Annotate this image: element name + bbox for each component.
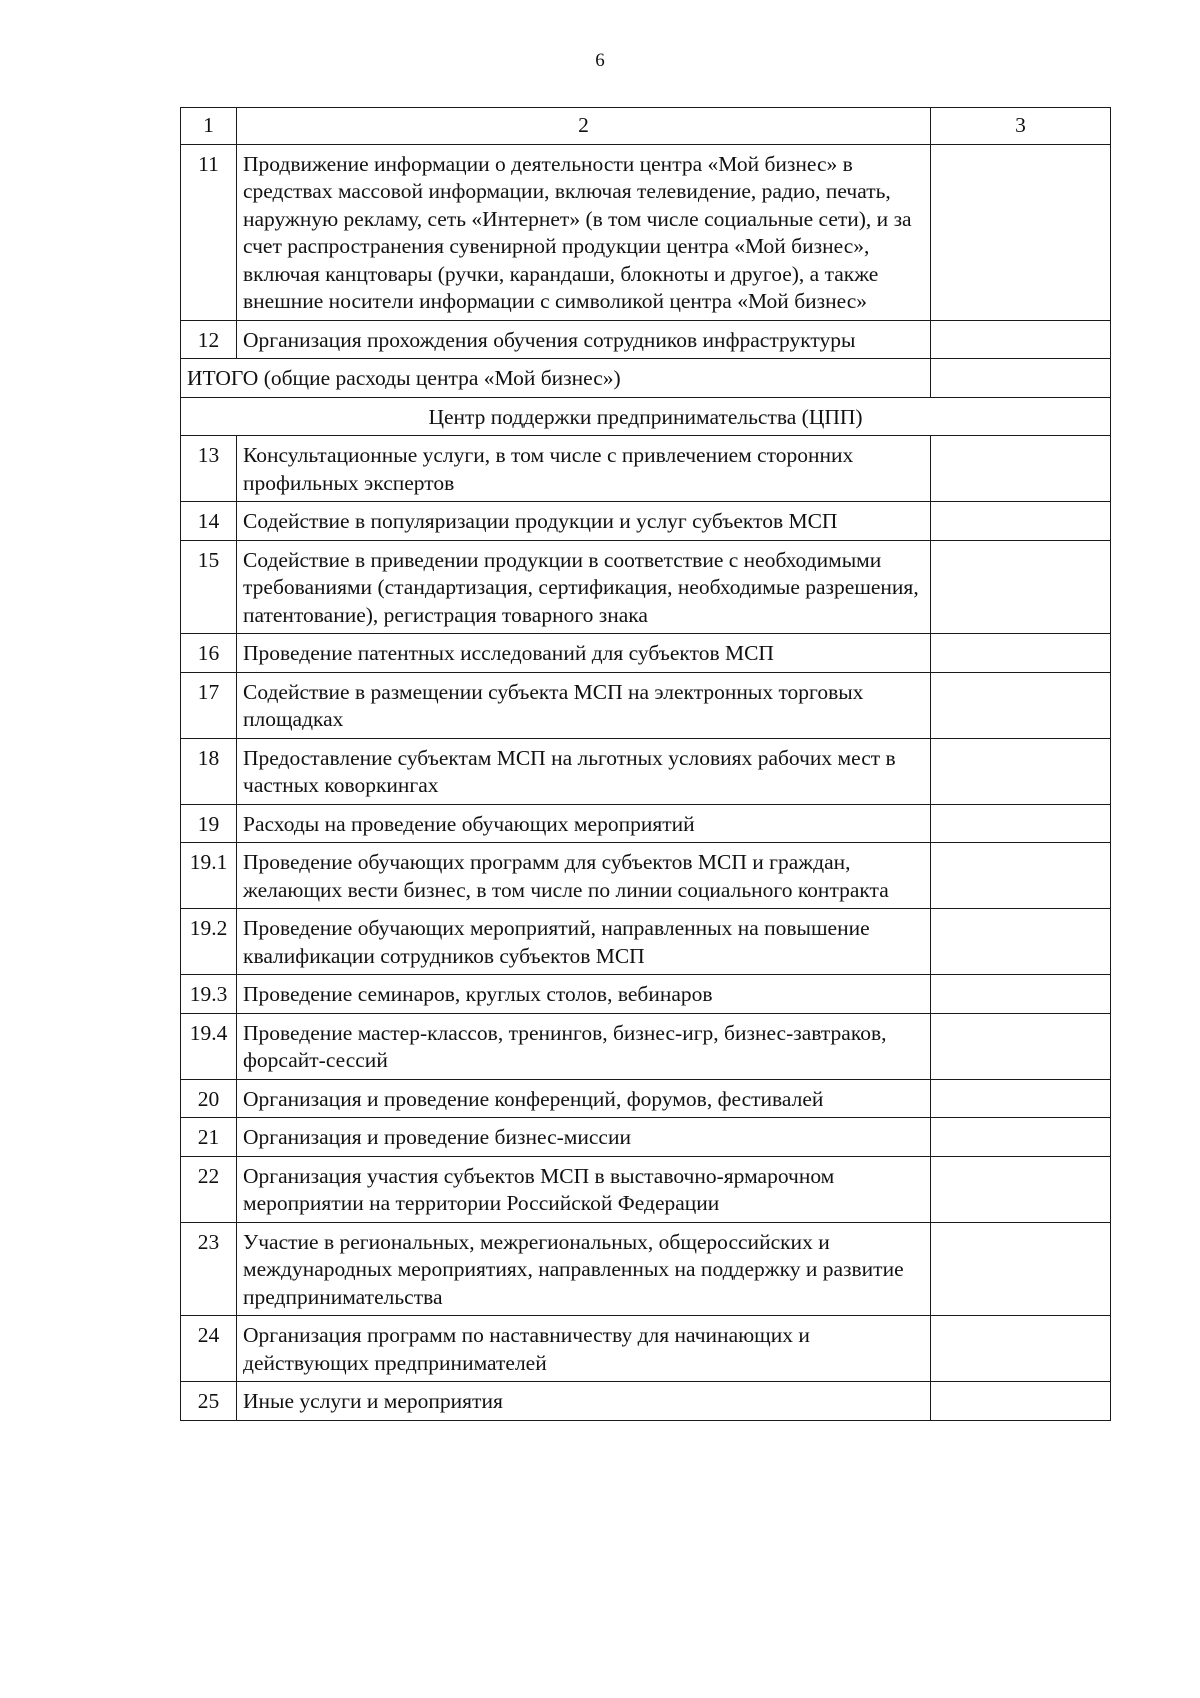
row-number: 24 <box>181 1316 237 1382</box>
row-number: 14 <box>181 502 237 541</box>
row-number: 13 <box>181 436 237 502</box>
table-row <box>181 843 1111 909</box>
table-header-row <box>181 108 1111 145</box>
row-description: Участие в региональных, межрегиональных, общероссийских и международных мероприятиях, направленных на поддержку и развитие предпринимательства <box>237 1222 931 1316</box>
row-amount-cell <box>931 1382 1111 1421</box>
table-row <box>181 975 1111 1014</box>
row-description: Проведение семинаров, круглых столов, вебинаров <box>237 975 931 1014</box>
row-amount-cell <box>931 1079 1111 1118</box>
section-title: Центр поддержки предпринимательства (ЦПП) <box>181 397 1111 436</box>
row-amount-cell <box>931 144 1111 320</box>
row-amount-cell <box>931 843 1111 909</box>
row-amount-cell <box>931 909 1111 975</box>
table-row <box>181 502 1111 541</box>
table-row <box>181 320 1111 359</box>
header-col-1: 1 <box>181 108 237 145</box>
row-description: Организация и проведение бизнес-миссии <box>237 1118 931 1157</box>
row-amount-cell <box>931 1222 1111 1316</box>
row-amount-cell <box>931 804 1111 843</box>
row-amount-cell <box>931 634 1111 673</box>
table-row <box>181 144 1111 320</box>
section-row <box>181 397 1111 436</box>
row-description: Проведение мастер-классов, тренингов, бизнес-игр, бизнес-завтраков, форсайт-сессий <box>237 1013 931 1079</box>
table-row <box>181 672 1111 738</box>
expense-table <box>180 107 1111 1421</box>
row-description: Расходы на проведение обучающих мероприятий <box>237 804 931 843</box>
row-number: 18 <box>181 738 237 804</box>
row-number: 21 <box>181 1118 237 1157</box>
row-description: Иные услуги и мероприятия <box>237 1382 931 1421</box>
row-description: Консультационные услуги, в том числе с привлечением сторонних профильных экспертов <box>237 436 931 502</box>
table-row <box>181 540 1111 634</box>
row-amount-cell <box>931 738 1111 804</box>
table-row <box>181 1118 1111 1157</box>
row-number: 16 <box>181 634 237 673</box>
table-row <box>181 1156 1111 1222</box>
row-description: Содействие в размещении субъекта МСП на электронных торговых площадках <box>237 672 931 738</box>
table-row <box>181 1316 1111 1382</box>
row-number: 19.1 <box>181 843 237 909</box>
row-description: Предоставление субъектам МСП на льготных условиях рабочих мест в частных коворкингах <box>237 738 931 804</box>
page-number: 6 <box>595 50 605 71</box>
row-amount-cell <box>931 672 1111 738</box>
header-col-2: 2 <box>237 108 931 145</box>
row-number: 25 <box>181 1382 237 1421</box>
row-description: Проведение патентных исследований для субъектов МСП <box>237 634 931 673</box>
row-number: 19.3 <box>181 975 237 1014</box>
row-amount-cell <box>931 540 1111 634</box>
row-description: Организация программ по наставничеству для начинающих и действующих предпринимателей <box>237 1316 931 1382</box>
table-row <box>181 634 1111 673</box>
row-description: Содействие в приведении продукции в соответствие с необходимыми требованиями (стандартизация, сертификация, необходимые разрешения, патентование), регистрация товарного знака <box>237 540 931 634</box>
total-row <box>181 359 1111 398</box>
row-number: 15 <box>181 540 237 634</box>
table-row <box>181 436 1111 502</box>
row-amount-cell <box>931 975 1111 1014</box>
table-row <box>181 1222 1111 1316</box>
row-amount-cell <box>931 1013 1111 1079</box>
row-description: Организация и проведение конференций, форумов, фестивалей <box>237 1079 931 1118</box>
row-number: 20 <box>181 1079 237 1118</box>
row-description: Проведение обучающих программ для субъектов МСП и граждан, желающих вести бизнес, в том числе по линии социального контракта <box>237 843 931 909</box>
row-number: 17 <box>181 672 237 738</box>
row-number: 19 <box>181 804 237 843</box>
row-amount-cell <box>931 320 1111 359</box>
row-amount-cell <box>931 1156 1111 1222</box>
row-amount-cell <box>931 1316 1111 1382</box>
total-amount-cell <box>931 359 1111 398</box>
row-description: Организация прохождения обучения сотрудников инфраструктуры <box>237 320 931 359</box>
row-number: 12 <box>181 320 237 359</box>
row-number: 19.2 <box>181 909 237 975</box>
table-row <box>181 1079 1111 1118</box>
header-col-3: 3 <box>931 108 1111 145</box>
row-description: Содействие в популяризации продукции и услуг субъектов МСП <box>237 502 931 541</box>
table-row <box>181 804 1111 843</box>
table-row <box>181 909 1111 975</box>
row-amount-cell <box>931 502 1111 541</box>
row-number: 11 <box>181 144 237 320</box>
row-number: 22 <box>181 1156 237 1222</box>
row-description: Организация участия субъектов МСП в выставочно-ярмарочном мероприятии на территории Российской Федерации <box>237 1156 931 1222</box>
table-body <box>181 108 1111 1421</box>
row-number: 23 <box>181 1222 237 1316</box>
row-amount-cell <box>931 436 1111 502</box>
table-row <box>181 1382 1111 1421</box>
row-amount-cell <box>931 1118 1111 1157</box>
total-label: ИТОГО (общие расходы центра «Мой бизнес») <box>181 359 931 398</box>
row-description: Продвижение информации о деятельности центра «Мой бизнес» в средствах массовой информации, включая телевидение, радио, печать, наружную рекламу, сеть «Интернет» (в том числе социальные сети), и за счет распространения сувенирной продукции центра «Мой бизнес», включая канцтовары (ручки, карандаши, блокноты и другое), а также внешние носители информации с символикой центра «Мой бизнес» <box>237 144 931 320</box>
row-description: Проведение обучающих мероприятий, направленных на повышение квалификации сотрудников субъектов МСП <box>237 909 931 975</box>
row-number: 19.4 <box>181 1013 237 1079</box>
table-row <box>181 738 1111 804</box>
table-row <box>181 1013 1111 1079</box>
